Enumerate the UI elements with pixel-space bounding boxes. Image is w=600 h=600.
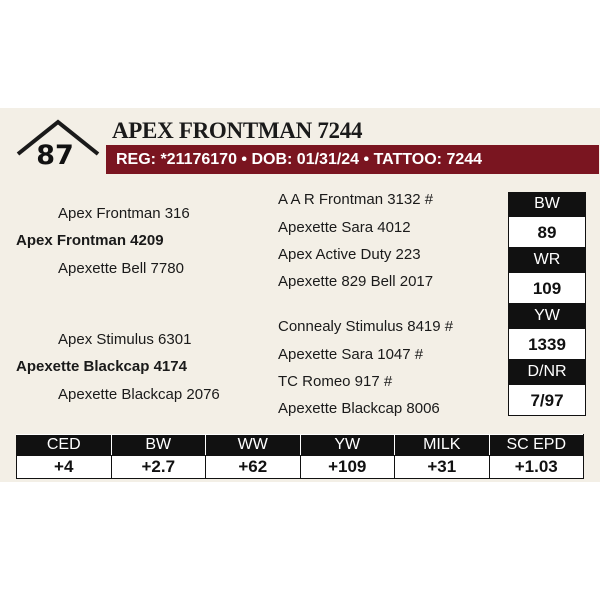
epd-value-ced: +4 [17, 456, 112, 479]
epd-value-bw: +2.7 [111, 456, 206, 479]
sire-dam: Apexette Bell 7780 [58, 260, 184, 277]
epd-label-ww: WW [206, 435, 301, 456]
epd-value-row [17, 456, 584, 479]
stat-value-dnr: 7/97 [508, 384, 586, 416]
ancestor-2: Apexette Sara 4012 [278, 219, 411, 236]
stat-label-wr: WR [508, 248, 586, 272]
stat-label-yw: YW [508, 304, 586, 328]
ancestor-1: A A R Frontman 3132 # [278, 191, 434, 208]
epd-label-milk: MILK [395, 435, 490, 456]
stat-value-bw: 89 [508, 216, 586, 248]
epd-label-yw: YW [300, 435, 395, 456]
epd-value-ww: +62 [206, 456, 301, 479]
dam: Apexette Blackcap 4174 [16, 358, 187, 375]
stat-label-dnr: D/NR [508, 360, 586, 384]
ancestor-4: Apexette 829 Bell 2017 [278, 273, 434, 290]
epd-label-ced: CED [17, 435, 112, 456]
epd-label-sc: SC EPD [489, 435, 584, 456]
stat-value-yw: 1339 [508, 328, 586, 360]
performance-stats [508, 192, 586, 416]
ancestor-5: Connealy Stimulus 8419 # [278, 318, 454, 335]
dam-sire: Apex Stimulus 6301 [58, 331, 192, 348]
epd-value-milk: +31 [395, 456, 490, 479]
lot-number: 87 [36, 140, 74, 171]
ancestor-3: Apex Active Duty 223 [278, 246, 421, 263]
bull-name: APEX FRONTMAN 7244 [112, 118, 363, 143]
ancestor-6: Apexette Sara 1047 # [278, 346, 424, 363]
epd-header-row [17, 435, 584, 456]
sire-sire: Apex Frontman 316 [58, 205, 190, 222]
epd-table [16, 434, 584, 479]
ancestor-8: Apexette Blackcap 8006 [278, 400, 440, 417]
epd-label-bw: BW [111, 435, 206, 456]
registration-bar: REG: *21176170 • DOB: 01/31/24 • TATTOO: 7244 [106, 145, 599, 174]
ancestor-7: TC Romeo 917 # [278, 373, 393, 390]
stat-label-bw: BW [508, 192, 586, 216]
epd-value-sc: +1.03 [489, 456, 584, 479]
stat-value-wr: 109 [508, 272, 586, 304]
epd-value-yw: +109 [300, 456, 395, 479]
sire: Apex Frontman 4209 [16, 232, 164, 249]
dam-dam: Apexette Blackcap 2076 [58, 386, 220, 403]
